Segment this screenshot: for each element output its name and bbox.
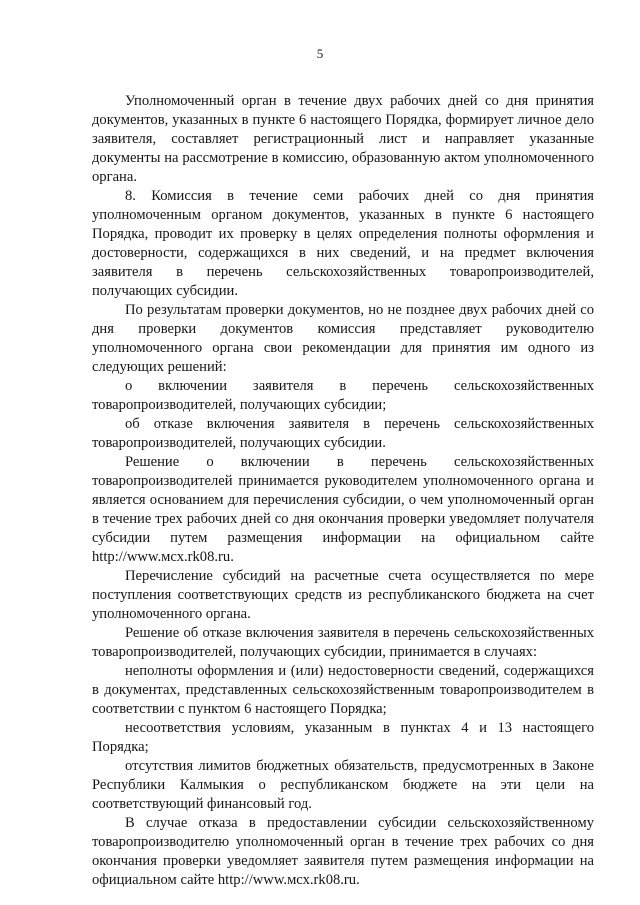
paragraph-12: В случае отказа в предоставлении субсидии сельскохозяйственному товаропроизводителю уполномоченный орган в течение трех рабочих со дня окончания проверки уведомляет заявителя путем размещения информации на официальном сайте http://www.мсх.rk08.ru. (92, 815, 594, 888)
paragraph-7: Перечисление субсидий на расчетные счета осуществляется по мере поступления соответствующих средств из республиканского бюджета на счет уполномоченного органа. (92, 568, 594, 622)
paragraph-8: Решение об отказе включения заявителя в перечень сельскохозяйственных товаропроизводителей, получающих субсидии, принимается в случаях: (92, 625, 594, 660)
paragraph-9: неполноты оформления и (или) недостоверности сведений, содержащихся в документах, представленных сельскохозяйственным товаропроизводителем в соответствии с пунктом 6 настоящего Порядка; (92, 663, 594, 717)
paragraph-4: о включении заявителя в перечень сельскохозяйственных товаропроизводителей, получающих субсидии; (92, 378, 594, 413)
paragraph-2: 8. Комиссия в течение семи рабочих дней со дня принятия уполномоченным органом документов, указанных в пункте 6 настоящего Порядка, проводит их проверку в целях определения полноты оформления и достоверности, содержащихся в них сведений, и на предмет включения заявителя в перечень сельскохозяйственных товаропроизводителей, получающих субсидии. (92, 188, 594, 299)
document-body (92, 92, 594, 890)
paragraph-1: Уполномоченный орган в течение двух рабочих дней со дня принятия документов, указанных в пункте 6 настоящего Порядка, формирует личное дело заявителя, составляет регистрационный лист и направляет указанные документы на рассмотрение в комиссию, образованную актом уполномоченного органа. (92, 93, 594, 185)
paragraph-5: об отказе включения заявителя в перечень сельскохозяйственных товаропроизводителей, получающих субсидии. (92, 416, 594, 451)
page-number: 5 (316, 46, 324, 61)
paragraph-10: несоответствия условиям, указанным в пунктах 4 и 13 настоящего Порядка; (92, 720, 594, 755)
paragraph-6: Решение о включении в перечень сельскохозяйственных товаропроизводителей принимается руководителем уполномоченного органа и является основанием для перечисления субсидии, о чем уполномоченный орган в течение трех рабочих дней со дня окончания проверки уведомляет получателя субсидии путем размещения информации на официальном сайте http://www.мсх.rk08.ru. (92, 454, 594, 565)
paragraph-3: По результатам проверки документов, но не позднее двух рабочих дней со дня проверки документов комиссия представляет руководителю уполномоченного органа свои рекомендации для принятия им одного из следующих решений: (92, 302, 594, 375)
paragraph-11: отсутствия лимитов бюджетных обязательств, предусмотренных в Законе Республики Калмыкия о республиканском бюджете на эти цели на соответствующий финансовый год. (92, 758, 594, 812)
